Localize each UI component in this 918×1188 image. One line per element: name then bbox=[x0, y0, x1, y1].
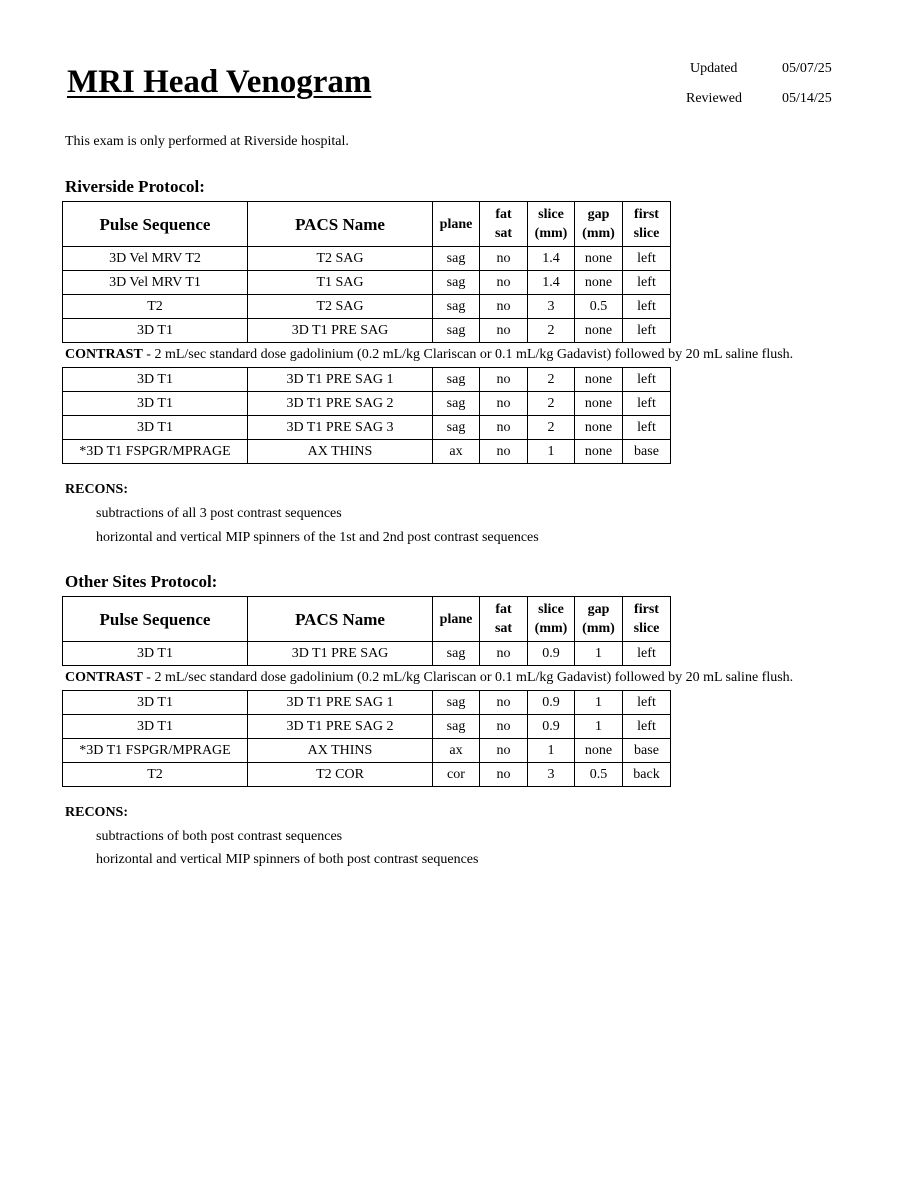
col-header-pulse-sequence: Pulse Sequence bbox=[63, 202, 248, 247]
slice-cell: 1 bbox=[528, 739, 575, 763]
fat-sat-cell: no bbox=[480, 392, 528, 416]
first-line2: slice bbox=[633, 621, 660, 636]
fat-sat-cell: no bbox=[480, 416, 528, 440]
fat-sat-line1: fat bbox=[495, 602, 512, 617]
gap-line1: gap bbox=[587, 602, 610, 617]
pulse-sequence-cell: 3D T1 bbox=[63, 715, 248, 739]
table-row bbox=[63, 319, 671, 343]
slice-cell: 2 bbox=[528, 416, 575, 440]
table-row bbox=[63, 271, 671, 295]
pacs-name-cell: 3D T1 PRE SAG bbox=[248, 642, 433, 666]
plane-cell: sag bbox=[433, 416, 480, 440]
slice-cell: 0.9 bbox=[528, 691, 575, 715]
fat-sat-cell: no bbox=[480, 247, 528, 271]
fat-sat-cell: no bbox=[480, 319, 528, 343]
slice-line1: slice bbox=[538, 207, 564, 222]
first-slice-cell: left bbox=[623, 642, 671, 666]
table-row bbox=[63, 247, 671, 271]
pacs-name-cell: 3D T1 PRE SAG 2 bbox=[248, 715, 433, 739]
pulse-sequence-cell: 3D T1 bbox=[63, 319, 248, 343]
pulse-sequence-cell: T2 bbox=[63, 763, 248, 787]
plane-cell: ax bbox=[433, 739, 480, 763]
page-title: MRI Head Venogram bbox=[67, 64, 372, 100]
other-sites-heading: Other Sites Protocol: bbox=[65, 572, 218, 591]
pulse-sequence-cell: *3D T1 FSPGR/MPRAGE bbox=[63, 440, 248, 464]
gap-cell: none bbox=[575, 271, 623, 295]
slice-line2: (mm) bbox=[534, 226, 568, 241]
table-row bbox=[63, 368, 671, 392]
riverside-contrast-note bbox=[65, 347, 793, 363]
gap-line1: gap bbox=[587, 207, 610, 222]
fat-sat-cell: no bbox=[480, 715, 528, 739]
table-row bbox=[63, 763, 671, 787]
plane-cell: sag bbox=[433, 271, 480, 295]
pulse-sequence-cell: 3D Vel MRV T2 bbox=[63, 247, 248, 271]
first-slice-cell: left bbox=[623, 368, 671, 392]
pacs-name-cell: T2 SAG bbox=[248, 295, 433, 319]
pulse-sequence-cell: *3D T1 FSPGR/MPRAGE bbox=[63, 739, 248, 763]
gap-cell: none bbox=[575, 319, 623, 343]
first-slice-cell: left bbox=[623, 691, 671, 715]
plane-cell: sag bbox=[433, 319, 480, 343]
slice-cell: 0.9 bbox=[528, 642, 575, 666]
first-slice-cell: left bbox=[623, 295, 671, 319]
pulse-sequence-cell: 3D T1 bbox=[63, 392, 248, 416]
first-slice-cell: back bbox=[623, 763, 671, 787]
gap-cell: 1 bbox=[575, 642, 623, 666]
slice-line2: (mm) bbox=[534, 621, 568, 636]
first-slice-cell: left bbox=[623, 416, 671, 440]
riverside-heading: Riverside Protocol: bbox=[65, 177, 205, 196]
plane-cell: sag bbox=[433, 642, 480, 666]
plane-cell: sag bbox=[433, 691, 480, 715]
gap-cell: none bbox=[575, 416, 623, 440]
slice-cell: 3 bbox=[528, 763, 575, 787]
first-slice-cell: left bbox=[623, 247, 671, 271]
pacs-name-cell: T2 COR bbox=[248, 763, 433, 787]
updated-label: Updated bbox=[690, 61, 738, 76]
intro-text: This exam is only performed at Riverside hospital. bbox=[65, 134, 349, 149]
fat-sat-cell: no bbox=[480, 440, 528, 464]
reviewed-label: Reviewed bbox=[686, 91, 742, 106]
pacs-name-cell: T1 SAG bbox=[248, 271, 433, 295]
reviewed-date: 05/14/25 bbox=[782, 91, 832, 106]
pulse-sequence-cell: 3D T1 bbox=[63, 642, 248, 666]
plane-cell: sag bbox=[433, 715, 480, 739]
slice-cell: 1 bbox=[528, 440, 575, 464]
table-row bbox=[63, 392, 671, 416]
pacs-name-cell: 3D T1 PRE SAG bbox=[248, 319, 433, 343]
slice-cell: 3 bbox=[528, 295, 575, 319]
fat-sat-cell: no bbox=[480, 763, 528, 787]
contrast-label: CONTRAST bbox=[65, 670, 143, 685]
pacs-name-cell: 3D T1 PRE SAG 1 bbox=[248, 368, 433, 392]
gap-line2: (mm) bbox=[582, 621, 615, 636]
slice-line1: slice bbox=[538, 602, 564, 617]
col-header-pulse-sequence: Pulse Sequence bbox=[63, 597, 248, 642]
col-header-gap bbox=[575, 597, 623, 642]
table-row bbox=[63, 739, 671, 763]
plane-cell: ax bbox=[433, 440, 480, 464]
slice-cell: 2 bbox=[528, 368, 575, 392]
gap-cell: 1 bbox=[575, 691, 623, 715]
plane-cell: sag bbox=[433, 392, 480, 416]
fat-sat-cell: no bbox=[480, 691, 528, 715]
table-header-row bbox=[63, 597, 671, 642]
contrast-label: CONTRAST bbox=[65, 347, 143, 362]
other-recon-item: subtractions of both post contrast sequences bbox=[96, 829, 343, 844]
other-post-table bbox=[62, 690, 671, 787]
gap-cell: 0.5 bbox=[575, 763, 623, 787]
first-slice-cell: left bbox=[623, 271, 671, 295]
riverside-recons-label: RECONS: bbox=[65, 482, 129, 497]
col-header-fat-sat bbox=[480, 202, 528, 247]
pulse-sequence-cell: 3D T1 bbox=[63, 691, 248, 715]
other-contrast-note bbox=[65, 670, 793, 686]
slice-cell: 1.4 bbox=[528, 271, 575, 295]
plane-cell: cor bbox=[433, 763, 480, 787]
slice-cell: 1.4 bbox=[528, 247, 575, 271]
plane-cell: sag bbox=[433, 295, 480, 319]
fat-sat-cell: no bbox=[480, 295, 528, 319]
first-slice-cell: base bbox=[623, 739, 671, 763]
first-line1: first bbox=[634, 207, 659, 222]
col-header-slice bbox=[528, 202, 575, 247]
first-slice-cell: left bbox=[623, 319, 671, 343]
gap-cell: none bbox=[575, 392, 623, 416]
riverside-pre-table bbox=[62, 201, 671, 343]
gap-cell: none bbox=[575, 440, 623, 464]
gap-cell: none bbox=[575, 368, 623, 392]
col-header-pacs-name: PACS Name bbox=[248, 597, 433, 642]
riverside-post-table bbox=[62, 367, 671, 464]
slice-cell: 2 bbox=[528, 392, 575, 416]
pulse-sequence-cell: 3D T1 bbox=[63, 416, 248, 440]
col-header-pacs-name: PACS Name bbox=[248, 202, 433, 247]
fat-sat-cell: no bbox=[480, 739, 528, 763]
fat-sat-cell: no bbox=[480, 642, 528, 666]
gap-cell: 1 bbox=[575, 715, 623, 739]
table-row bbox=[63, 440, 671, 464]
col-header-plane: plane bbox=[433, 597, 480, 642]
table-row bbox=[63, 691, 671, 715]
pacs-name-cell: T2 SAG bbox=[248, 247, 433, 271]
table-row bbox=[63, 295, 671, 319]
col-header-slice bbox=[528, 597, 575, 642]
updated-date: 05/07/25 bbox=[782, 61, 832, 76]
table-row bbox=[63, 715, 671, 739]
pulse-sequence-cell: 3D T1 bbox=[63, 368, 248, 392]
pacs-name-cell: 3D T1 PRE SAG 2 bbox=[248, 392, 433, 416]
col-header-first-slice bbox=[623, 202, 671, 247]
contrast-text: - 2 mL/sec standard dose gadolinium (0.2 mL/kg Clariscan or 0.1 mL/kg Gadavist) followed by 20 mL saline flush. bbox=[142, 347, 794, 362]
fat-sat-cell: no bbox=[480, 368, 528, 392]
first-slice-cell: left bbox=[623, 715, 671, 739]
first-line2: slice bbox=[633, 226, 660, 241]
col-header-fat-sat bbox=[480, 597, 528, 642]
col-header-gap bbox=[575, 202, 623, 247]
fat-sat-line1: fat bbox=[495, 207, 512, 222]
riverside-recon-item: subtractions of all 3 post contrast sequences bbox=[96, 506, 342, 521]
plane-cell: sag bbox=[433, 247, 480, 271]
pacs-name-cell: AX THINS bbox=[248, 739, 433, 763]
pacs-name-cell: AX THINS bbox=[248, 440, 433, 464]
pacs-name-cell: 3D T1 PRE SAG 3 bbox=[248, 416, 433, 440]
pulse-sequence-cell: T2 bbox=[63, 295, 248, 319]
slice-cell: 2 bbox=[528, 319, 575, 343]
gap-line2: (mm) bbox=[582, 226, 615, 241]
col-header-first-slice bbox=[623, 597, 671, 642]
fat-sat-line2: sat bbox=[494, 621, 513, 636]
slice-cell: 0.9 bbox=[528, 715, 575, 739]
riverside-recon-item: horizontal and vertical MIP spinners of the 1st and 2nd post contrast sequences bbox=[96, 530, 539, 545]
fat-sat-line2: sat bbox=[494, 226, 513, 241]
contrast-text: - 2 mL/sec standard dose gadolinium (0.2 mL/kg Clariscan or 0.1 mL/kg Gadavist) followed by 20 mL saline flush. bbox=[142, 670, 794, 685]
first-line1: first bbox=[634, 602, 659, 617]
fat-sat-cell: no bbox=[480, 271, 528, 295]
gap-cell: none bbox=[575, 739, 623, 763]
other-recons-label: RECONS: bbox=[65, 805, 129, 820]
other-recon-item: horizontal and vertical MIP spinners of both post contrast sequences bbox=[96, 852, 479, 867]
table-header-row bbox=[63, 202, 671, 247]
first-slice-cell: base bbox=[623, 440, 671, 464]
gap-cell: 0.5 bbox=[575, 295, 623, 319]
first-slice-cell: left bbox=[623, 392, 671, 416]
table-row bbox=[63, 416, 671, 440]
other-pre-table bbox=[62, 596, 671, 666]
col-header-plane: plane bbox=[433, 202, 480, 247]
plane-cell: sag bbox=[433, 368, 480, 392]
pulse-sequence-cell: 3D Vel MRV T1 bbox=[63, 271, 248, 295]
pacs-name-cell: 3D T1 PRE SAG 1 bbox=[248, 691, 433, 715]
gap-cell: none bbox=[575, 247, 623, 271]
table-row bbox=[63, 642, 671, 666]
